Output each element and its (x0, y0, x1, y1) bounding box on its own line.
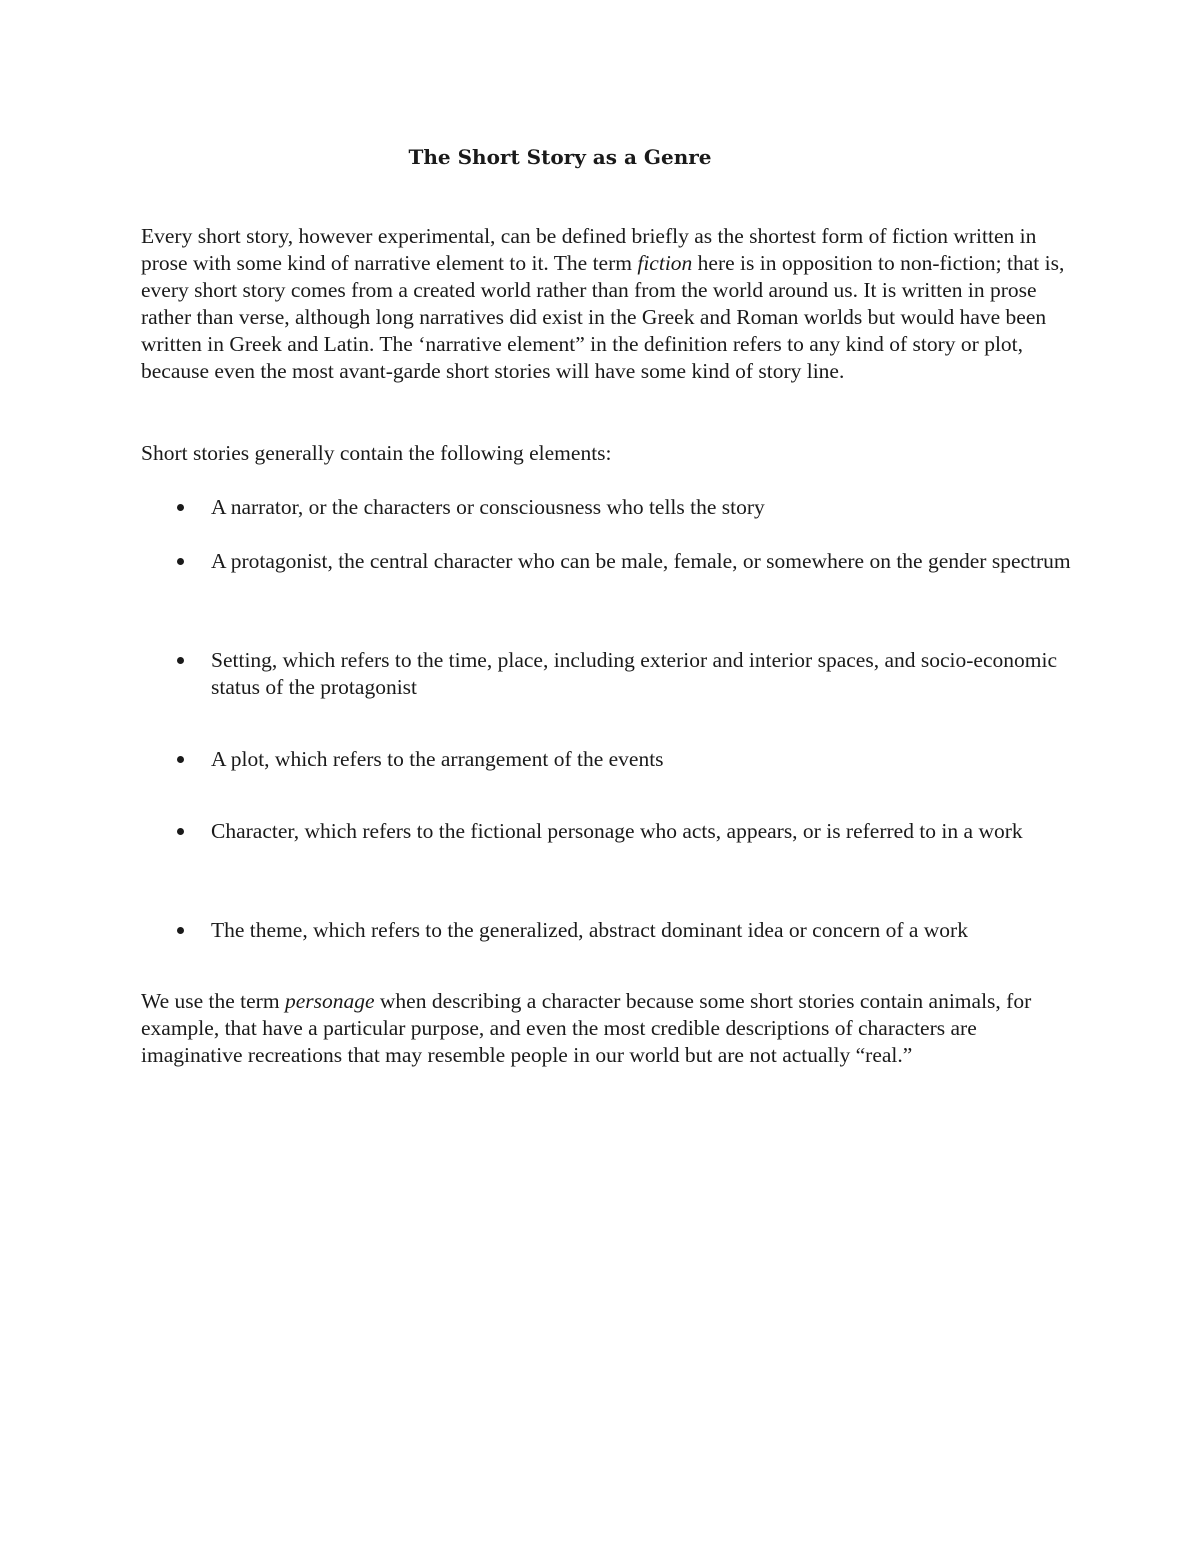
bullet-icon (177, 558, 184, 565)
elements-lead: Short stories generally contain the following elements: (141, 441, 612, 465)
intro-emphasis: fiction (637, 251, 693, 275)
bullet-icon (177, 927, 184, 934)
bullet-icon (177, 504, 184, 511)
closing-text-start: We use the term (141, 989, 285, 1013)
list-item-text: The theme, which refers to the generalized, abstract dominant idea or concern of a work (211, 918, 968, 942)
intro-text-start: Every short story, however experimental, can be defined briefly as the shortest form of fiction written in prose with some kind of narrative element to it. The term (141, 224, 1037, 275)
closing-text-end: when describing a character because some short stories contain animals, for example, that have a particular purpose, and even the most credible descriptions of characters are imaginative recreations that may resemble people in our world but are not actually “real.” (141, 989, 1032, 1067)
intro-text-end: here is in opposition to non-fiction; that is, every short story comes from a created world rather than from the world around us. It is written in prose rather than verse, although long narratives did exist in the Greek and Roman worlds but would have been written in Greek and Latin. The ‘narrative element” in the definition refers to any kind of story or plot, because even the most avant-garde short stories will have some kind of story line. (141, 251, 1065, 383)
intro-paragraph (141, 223, 1071, 385)
bullet-icon (177, 756, 184, 763)
list-item-text: A narrator, or the characters or consciousness who tells the story (211, 495, 765, 519)
page-title: The Short Story as a Genre (408, 145, 712, 169)
closing-paragraph (141, 988, 1071, 1069)
closing-emphasis: personage (284, 989, 375, 1013)
list-item-text: Character, which refers to the fictional personage who acts, appears, or is referred to in a work (211, 819, 1023, 843)
bullet-icon (177, 828, 184, 835)
list-item-text: A plot, which refers to the arrangement of the events (211, 747, 664, 771)
bullet-icon (177, 657, 184, 664)
list-item-text: Setting, which refers to the time, place, including exterior and interior spaces, and socio-economic status of the protagonist (211, 648, 1057, 699)
list-item-text: A protagonist, the central character who can be male, female, or somewhere on the gender spectrum (211, 549, 1071, 573)
